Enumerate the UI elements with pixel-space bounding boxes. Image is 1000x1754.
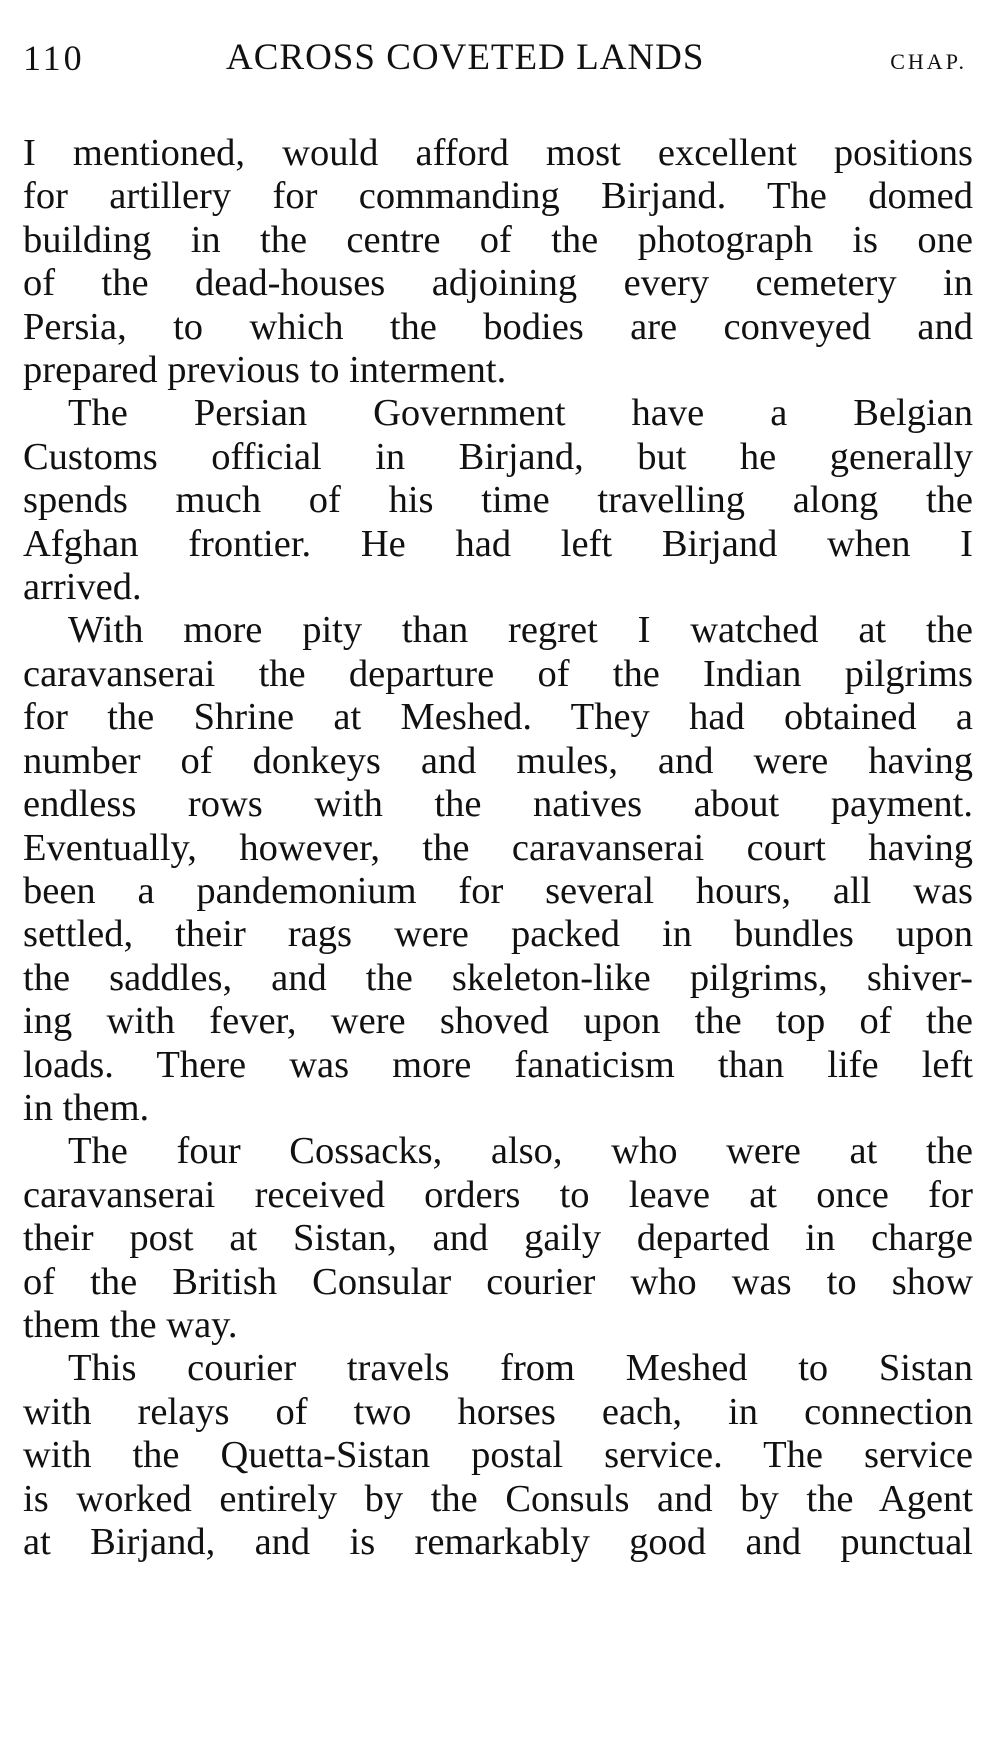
text-line: been a pandemonium for several hours, all was (23, 869, 973, 912)
text-line: in them. (23, 1086, 150, 1129)
text-line: with the Quetta-Sistan postal service. The service (23, 1434, 973, 1477)
text-line: Eventually, however, the caravanserai court having (23, 826, 973, 869)
text-line: Customs official in Birjand, but he generally (23, 435, 973, 478)
text-line: their post at Sistan, and gaily departed in charge (23, 1217, 973, 1260)
page-number: 110 (23, 38, 85, 78)
text-line: at Birjand, and is remarkably good and punctual (23, 1521, 973, 1563)
paragraph (23, 609, 973, 1130)
text-line: for the Shrine at Meshed. They had obtained a (23, 696, 973, 739)
text-line: caravanserai received orders to leave at once for (23, 1173, 973, 1216)
paragraph (23, 1130, 973, 1347)
text-line: This courier travels from Meshed to Sistan (68, 1347, 973, 1390)
text-line: them the way. (23, 1303, 238, 1346)
chapter-label: CHAP. (890, 49, 967, 74)
text-line: spends much of his time travelling along the (23, 479, 973, 522)
text-line: The Persian Government have a Belgian (68, 392, 973, 435)
paragraph (23, 132, 973, 392)
book-page (23, 28, 973, 1564)
text-line: loads. There was more fanaticism than life left (23, 1043, 973, 1086)
book-title: ACROSS COVETED LANDS (226, 37, 705, 78)
running-head (23, 28, 973, 88)
body-text (23, 132, 973, 1564)
text-line: arrived. (23, 566, 142, 609)
text-line: of the dead-houses adjoining every cemetery in (23, 262, 973, 305)
text-line: for artillery for commanding Birjand. The domed (23, 175, 973, 218)
text-line: endless rows with the natives about payment. (23, 783, 973, 826)
text-line: is worked entirely by the Consuls and by the Agent (23, 1477, 973, 1520)
text-line: Persia, to which the bodies are conveyed and (23, 305, 973, 348)
paragraph (23, 1347, 973, 1564)
text-line: building in the centre of the photograph is one (23, 218, 973, 261)
text-line: prepared previous to interment. (23, 349, 507, 392)
text-line: With more pity than regret I watched at the (68, 609, 973, 652)
text-line: settled, their rags were packed in bundles upon (23, 913, 973, 956)
text-line: the saddles, and the skeleton-like pilgrims, shiver- (23, 956, 973, 999)
text-line: Afghan frontier. He had left Birjand when I (23, 522, 973, 565)
text-line: The four Cossacks, also, who were at the (68, 1130, 973, 1173)
text-line: ing with fever, were shoved upon the top of the (23, 1000, 973, 1043)
text-line: caravanserai the departure of the Indian pilgrims (23, 652, 973, 695)
text-line: I mentioned, would afford most excellent positions (23, 132, 973, 174)
text-line: of the British Consular courier who was to show (23, 1260, 973, 1303)
text-line: number of donkeys and mules, and were having (23, 739, 973, 782)
paragraph (23, 392, 973, 609)
text-line: with relays of two horses each, in connection (23, 1390, 973, 1433)
